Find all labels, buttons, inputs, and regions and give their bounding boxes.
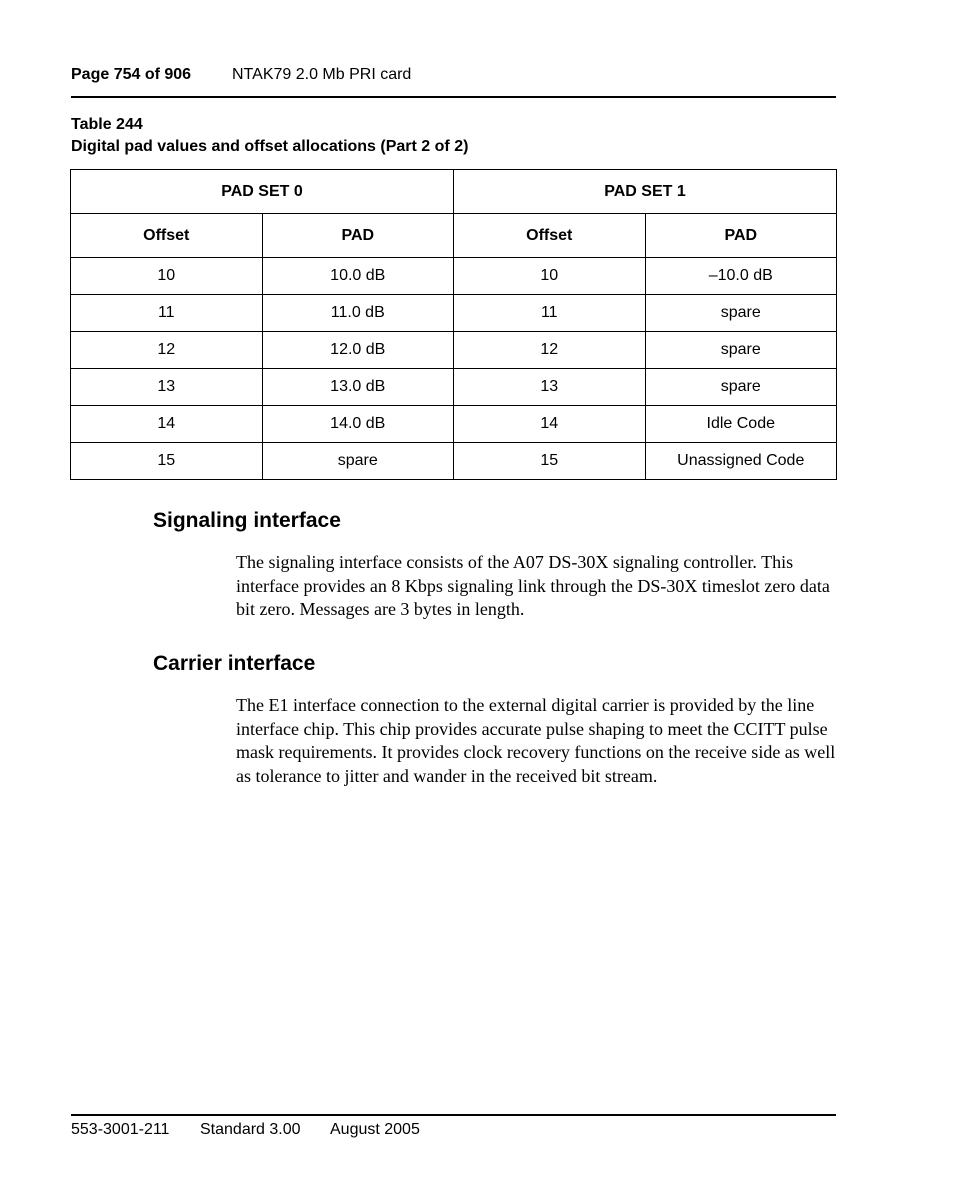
table-cell: 11 (454, 295, 646, 332)
table-cell: 12.0 dB (262, 332, 454, 369)
pad-set-1-header: PAD SET 1 (454, 170, 837, 214)
section-body-signaling: The signaling interface consists of the A07 DS-30X signaling controller. This interface provides an 8 Kbps signaling link through the DS-30X timeslot zero data bit zero. Messages are 3 bytes in length. (236, 552, 830, 619)
table-column-header-row (71, 214, 837, 258)
table-cell: 11.0 dB (262, 295, 454, 332)
table-cell: 10.0 dB (262, 258, 454, 295)
table-cell: 10 (71, 258, 263, 295)
column-header-offset: Offset (71, 214, 263, 258)
section-heading-carrier: Carrier interface (153, 652, 316, 675)
table-row (71, 332, 837, 369)
table-row (71, 443, 837, 480)
column-header-pad: PAD (262, 214, 454, 258)
table-cell: 11 (71, 295, 263, 332)
table-cell: 12 (71, 332, 263, 369)
table-set-header-row (71, 170, 837, 214)
footer-doc-number: 553-3001-211 (71, 1121, 170, 1138)
table-row (71, 406, 837, 443)
column-header-offset: Offset (454, 214, 646, 258)
table-label: Table 244 (71, 116, 143, 133)
pad-values-table (70, 169, 837, 480)
table-cell: 14 (71, 406, 263, 443)
column-header-pad: PAD (645, 214, 837, 258)
table-cell: spare (645, 332, 837, 369)
table-cell: –10.0 dB (645, 258, 837, 295)
pad-set-0-header: PAD SET 0 (71, 170, 454, 214)
section-heading-signaling: Signaling interface (153, 509, 341, 532)
table-caption (71, 114, 468, 158)
table-cell: 14.0 dB (262, 406, 454, 443)
table-title: Digital pad values and offset allocations (Part 2 of 2) (71, 138, 469, 155)
page-number: Page 754 of 906 (71, 66, 192, 83)
page-footer (71, 1114, 836, 1138)
table-cell: spare (645, 295, 837, 332)
table-row (71, 258, 837, 295)
table-cell: 15 (454, 443, 646, 480)
table-cell: spare (645, 369, 837, 406)
table-row (71, 295, 837, 332)
table-row (71, 369, 837, 406)
table-cell: 15 (71, 443, 263, 480)
table-cell: 12 (454, 332, 646, 369)
table-cell: 10 (454, 258, 646, 295)
table-cell: 13 (454, 369, 646, 406)
footer-standard: Standard 3.00 (200, 1121, 301, 1138)
table-cell: 14 (454, 406, 646, 443)
table-cell: Unassigned Code (645, 443, 837, 480)
table-cell: 13 (71, 369, 263, 406)
page-header (71, 66, 836, 98)
table-cell: spare (262, 443, 454, 480)
document-title: NTAK79 2.0 Mb PRI card (232, 66, 412, 83)
section-body-carrier: The E1 interface connection to the external digital carrier is provided by the line interface chip. This chip provides accurate pulse shaping to meet the CCITT pulse mask requirements. It provides clock recovery functions on the receive side as well as tolerance to jitter and wander in the received bit stream. (236, 695, 836, 786)
table-cell: Idle Code (645, 406, 837, 443)
footer-date: August 2005 (330, 1121, 420, 1138)
table-cell: 13.0 dB (262, 369, 454, 406)
